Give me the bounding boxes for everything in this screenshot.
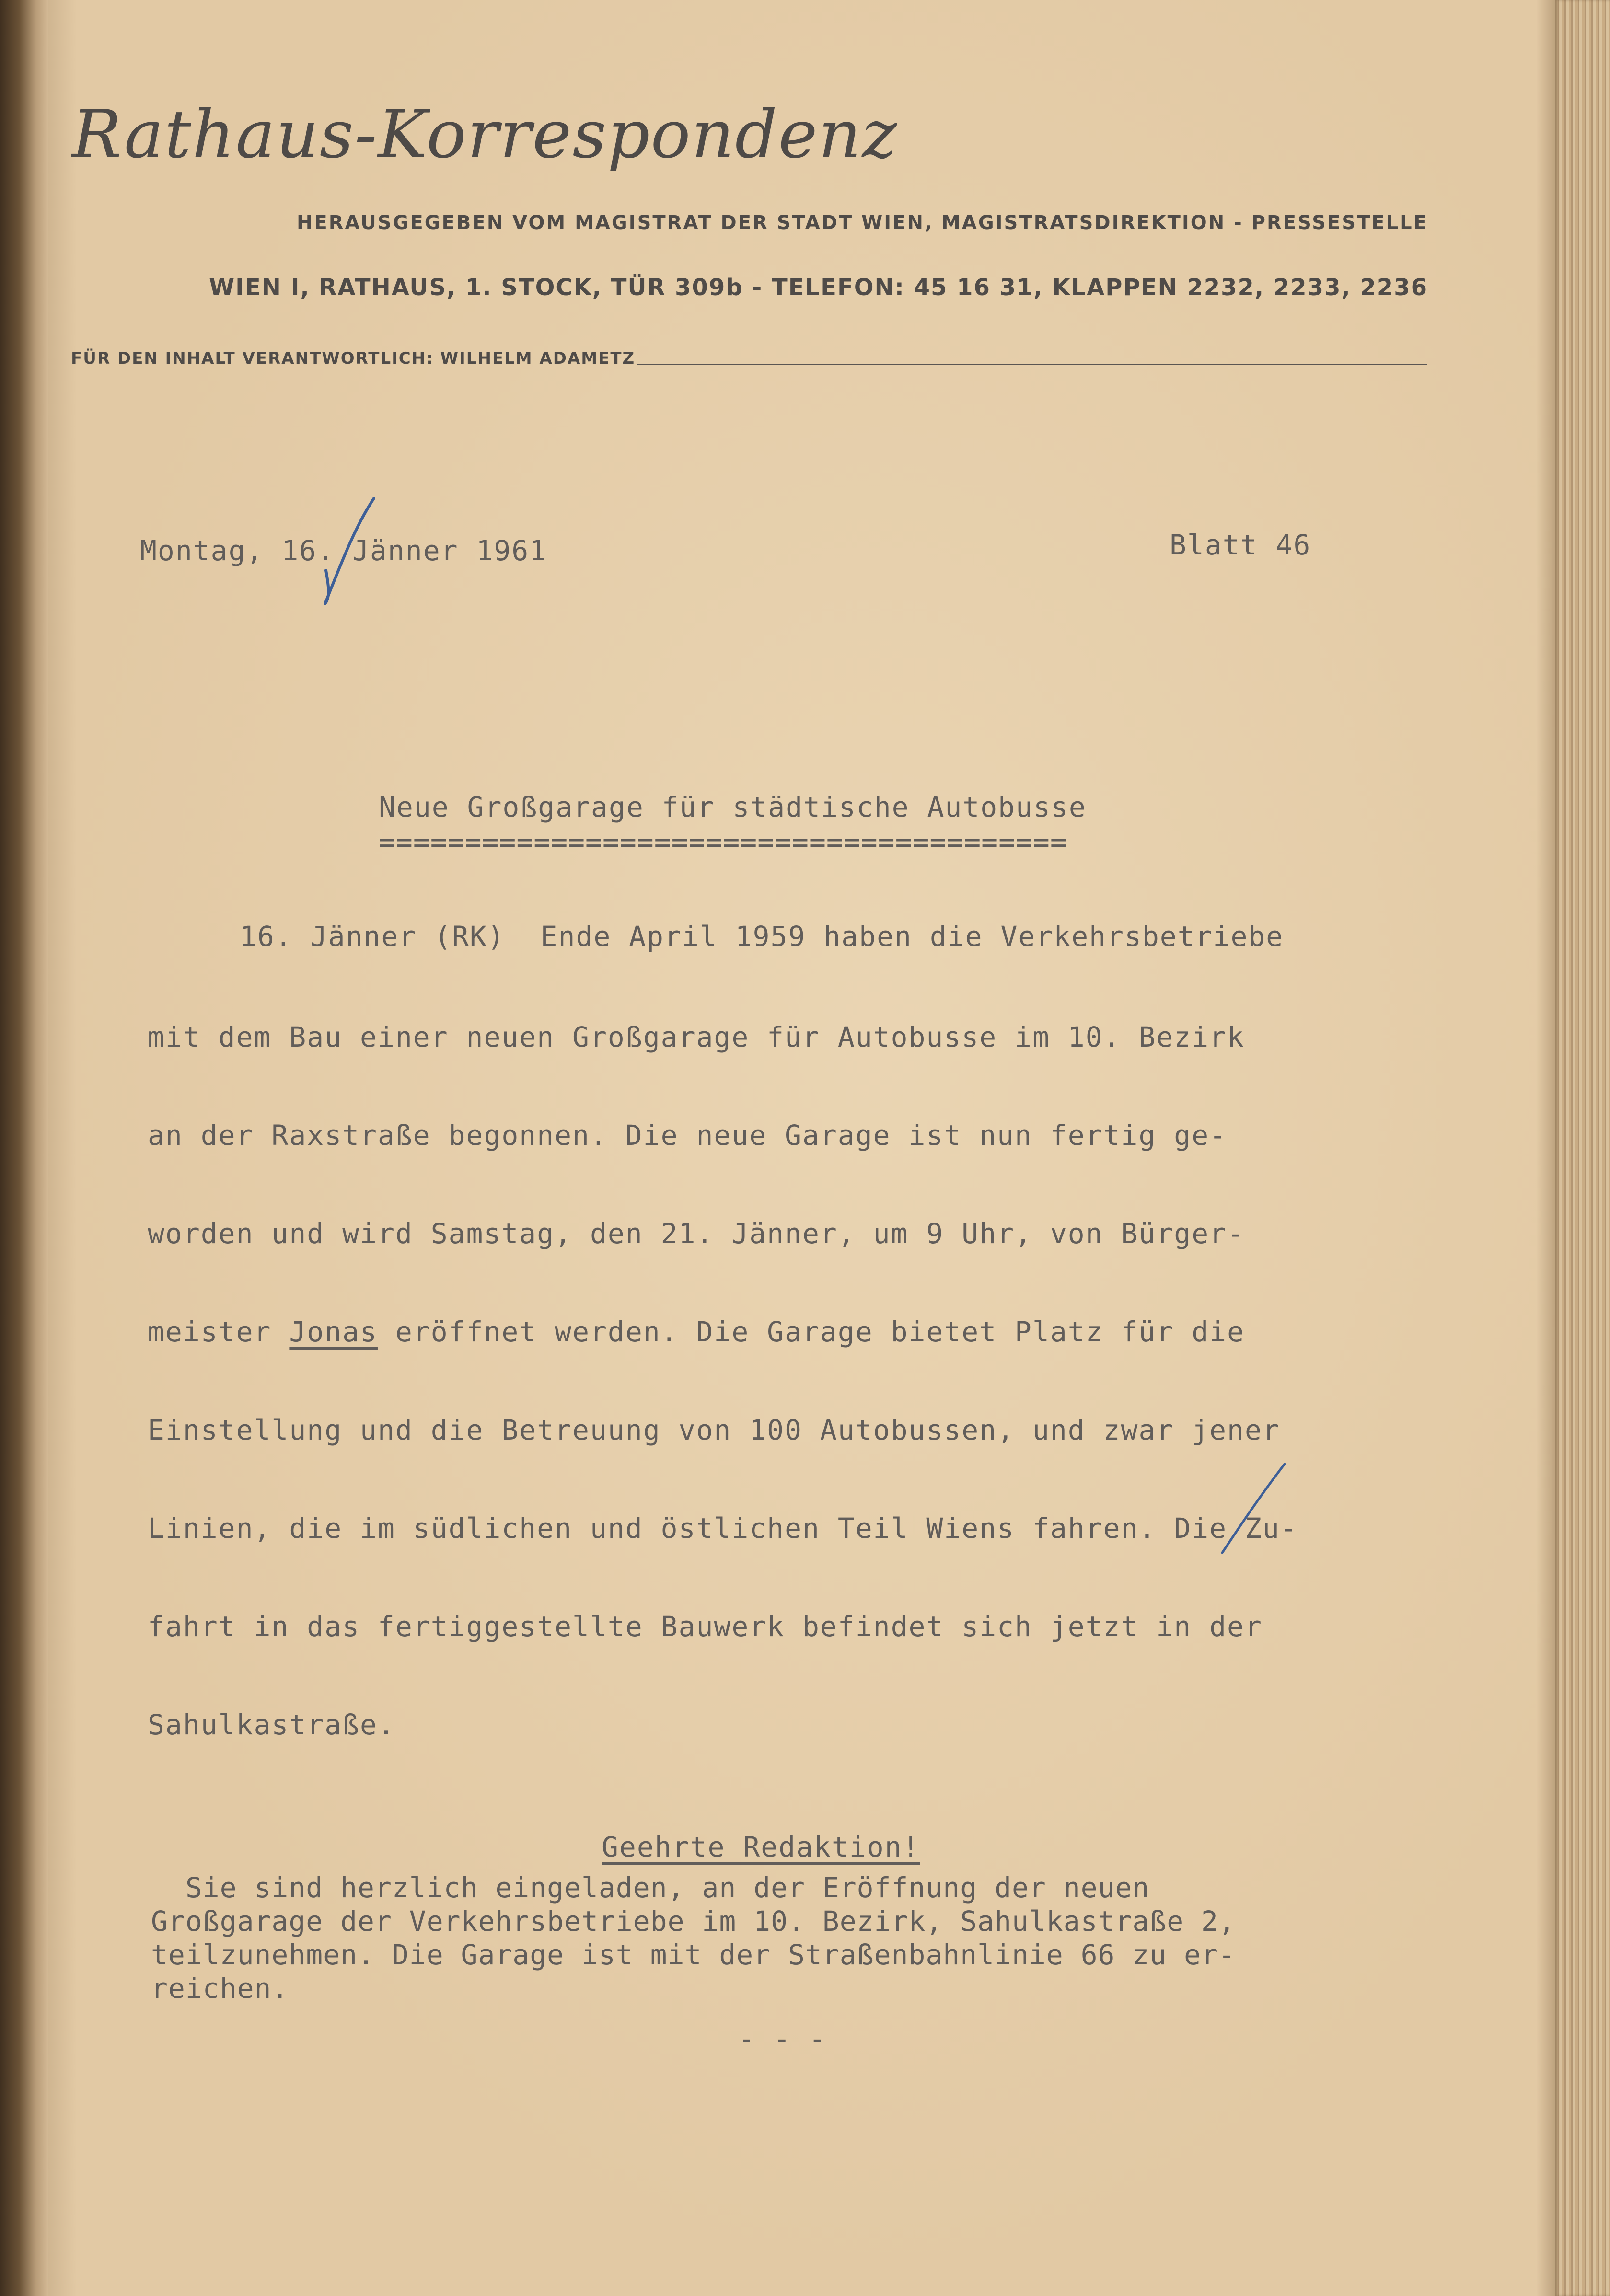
- headline-double-underline: ========================================: [379, 826, 1067, 858]
- end-mark: - - -: [738, 2022, 827, 2055]
- pen-checkmark-icon: [307, 489, 383, 613]
- letterhead-rule: [637, 364, 1427, 365]
- binding-shadow: [1536, 0, 1555, 2296]
- body-line: an der Raxstraße begonnen. Die neue Garage ist nun fertig ge-: [148, 1119, 1228, 1152]
- masthead-title: Rathaus-Korrespondenz: [72, 96, 898, 173]
- body-line: [148, 1315, 1245, 1348]
- invitation-line: teilzunehmen. Die Garage ist mit der Straßenbahnlinie 66 zu er-: [151, 1938, 1236, 1971]
- article-headline: Neue Großgarage für städtische Autobusse: [379, 791, 1087, 823]
- responsible-row: [71, 349, 1427, 368]
- date-text: Montag, 16. Jänner 1961: [140, 534, 547, 567]
- body-line: 16. Jänner (RK) Ende April 1959 haben die Verkehrsbetriebe: [240, 920, 1284, 953]
- invitation-line: Sie sind herzlich eingeladen, an der Eröffnung der neuen: [151, 1871, 1150, 1904]
- underlined-name: Jonas: [289, 1315, 378, 1348]
- responsible-line: FÜR DEN INHALT VERANTWORTLICH: WILHELM ADAMETZ: [71, 349, 636, 368]
- body-line: Linien, die im südlichen und östlichen Teil Wiens fahren. Die Zu-: [148, 1512, 1298, 1545]
- body-text: eröffnet werden. Die Garage bietet Platz für die: [377, 1315, 1245, 1348]
- body-line: mit dem Bau einer neuen Großgarage für Autobusse im 10. Bezirk: [148, 1021, 1245, 1053]
- publisher-line: HERAUSGEGEBEN VOM MAGISTRAT DER STADT WIEN, MAGISTRATSDIREKTION - PRESSESTELLE: [296, 212, 1428, 234]
- stacked-page-edges: [1555, 0, 1610, 2296]
- invitation-greeting: Geehrte Redaktion!: [602, 1831, 920, 1863]
- sheet-number: Blatt 46: [1170, 529, 1311, 561]
- body-line: Sahulkastraße.: [148, 1708, 395, 1741]
- body-line: fahrt in das fertiggestellte Bauwerk befindet sich jetzt in der: [148, 1610, 1263, 1643]
- invitation-line: Großgarage der Verkehrsbetriebe im 10. Bezirk, Sahulkastraße 2,: [151, 1905, 1236, 1938]
- body-line: Einstellung und die Betreuung von 100 Autobussen, und zwar jener: [148, 1414, 1280, 1446]
- body-text: meister: [148, 1315, 290, 1348]
- body-line: worden und wird Samstag, den 21. Jänner, um 9 Uhr, von Bürger-: [148, 1217, 1245, 1250]
- address-line: WIEN I, RATHAUS, 1. STOCK, TÜR 309b - TELEFON: 45 16 31, KLAPPEN 2232, 2233, 2236: [209, 274, 1428, 301]
- pen-stroke-icon: [1217, 1457, 1294, 1562]
- invitation-line: reichen.: [151, 1972, 289, 2005]
